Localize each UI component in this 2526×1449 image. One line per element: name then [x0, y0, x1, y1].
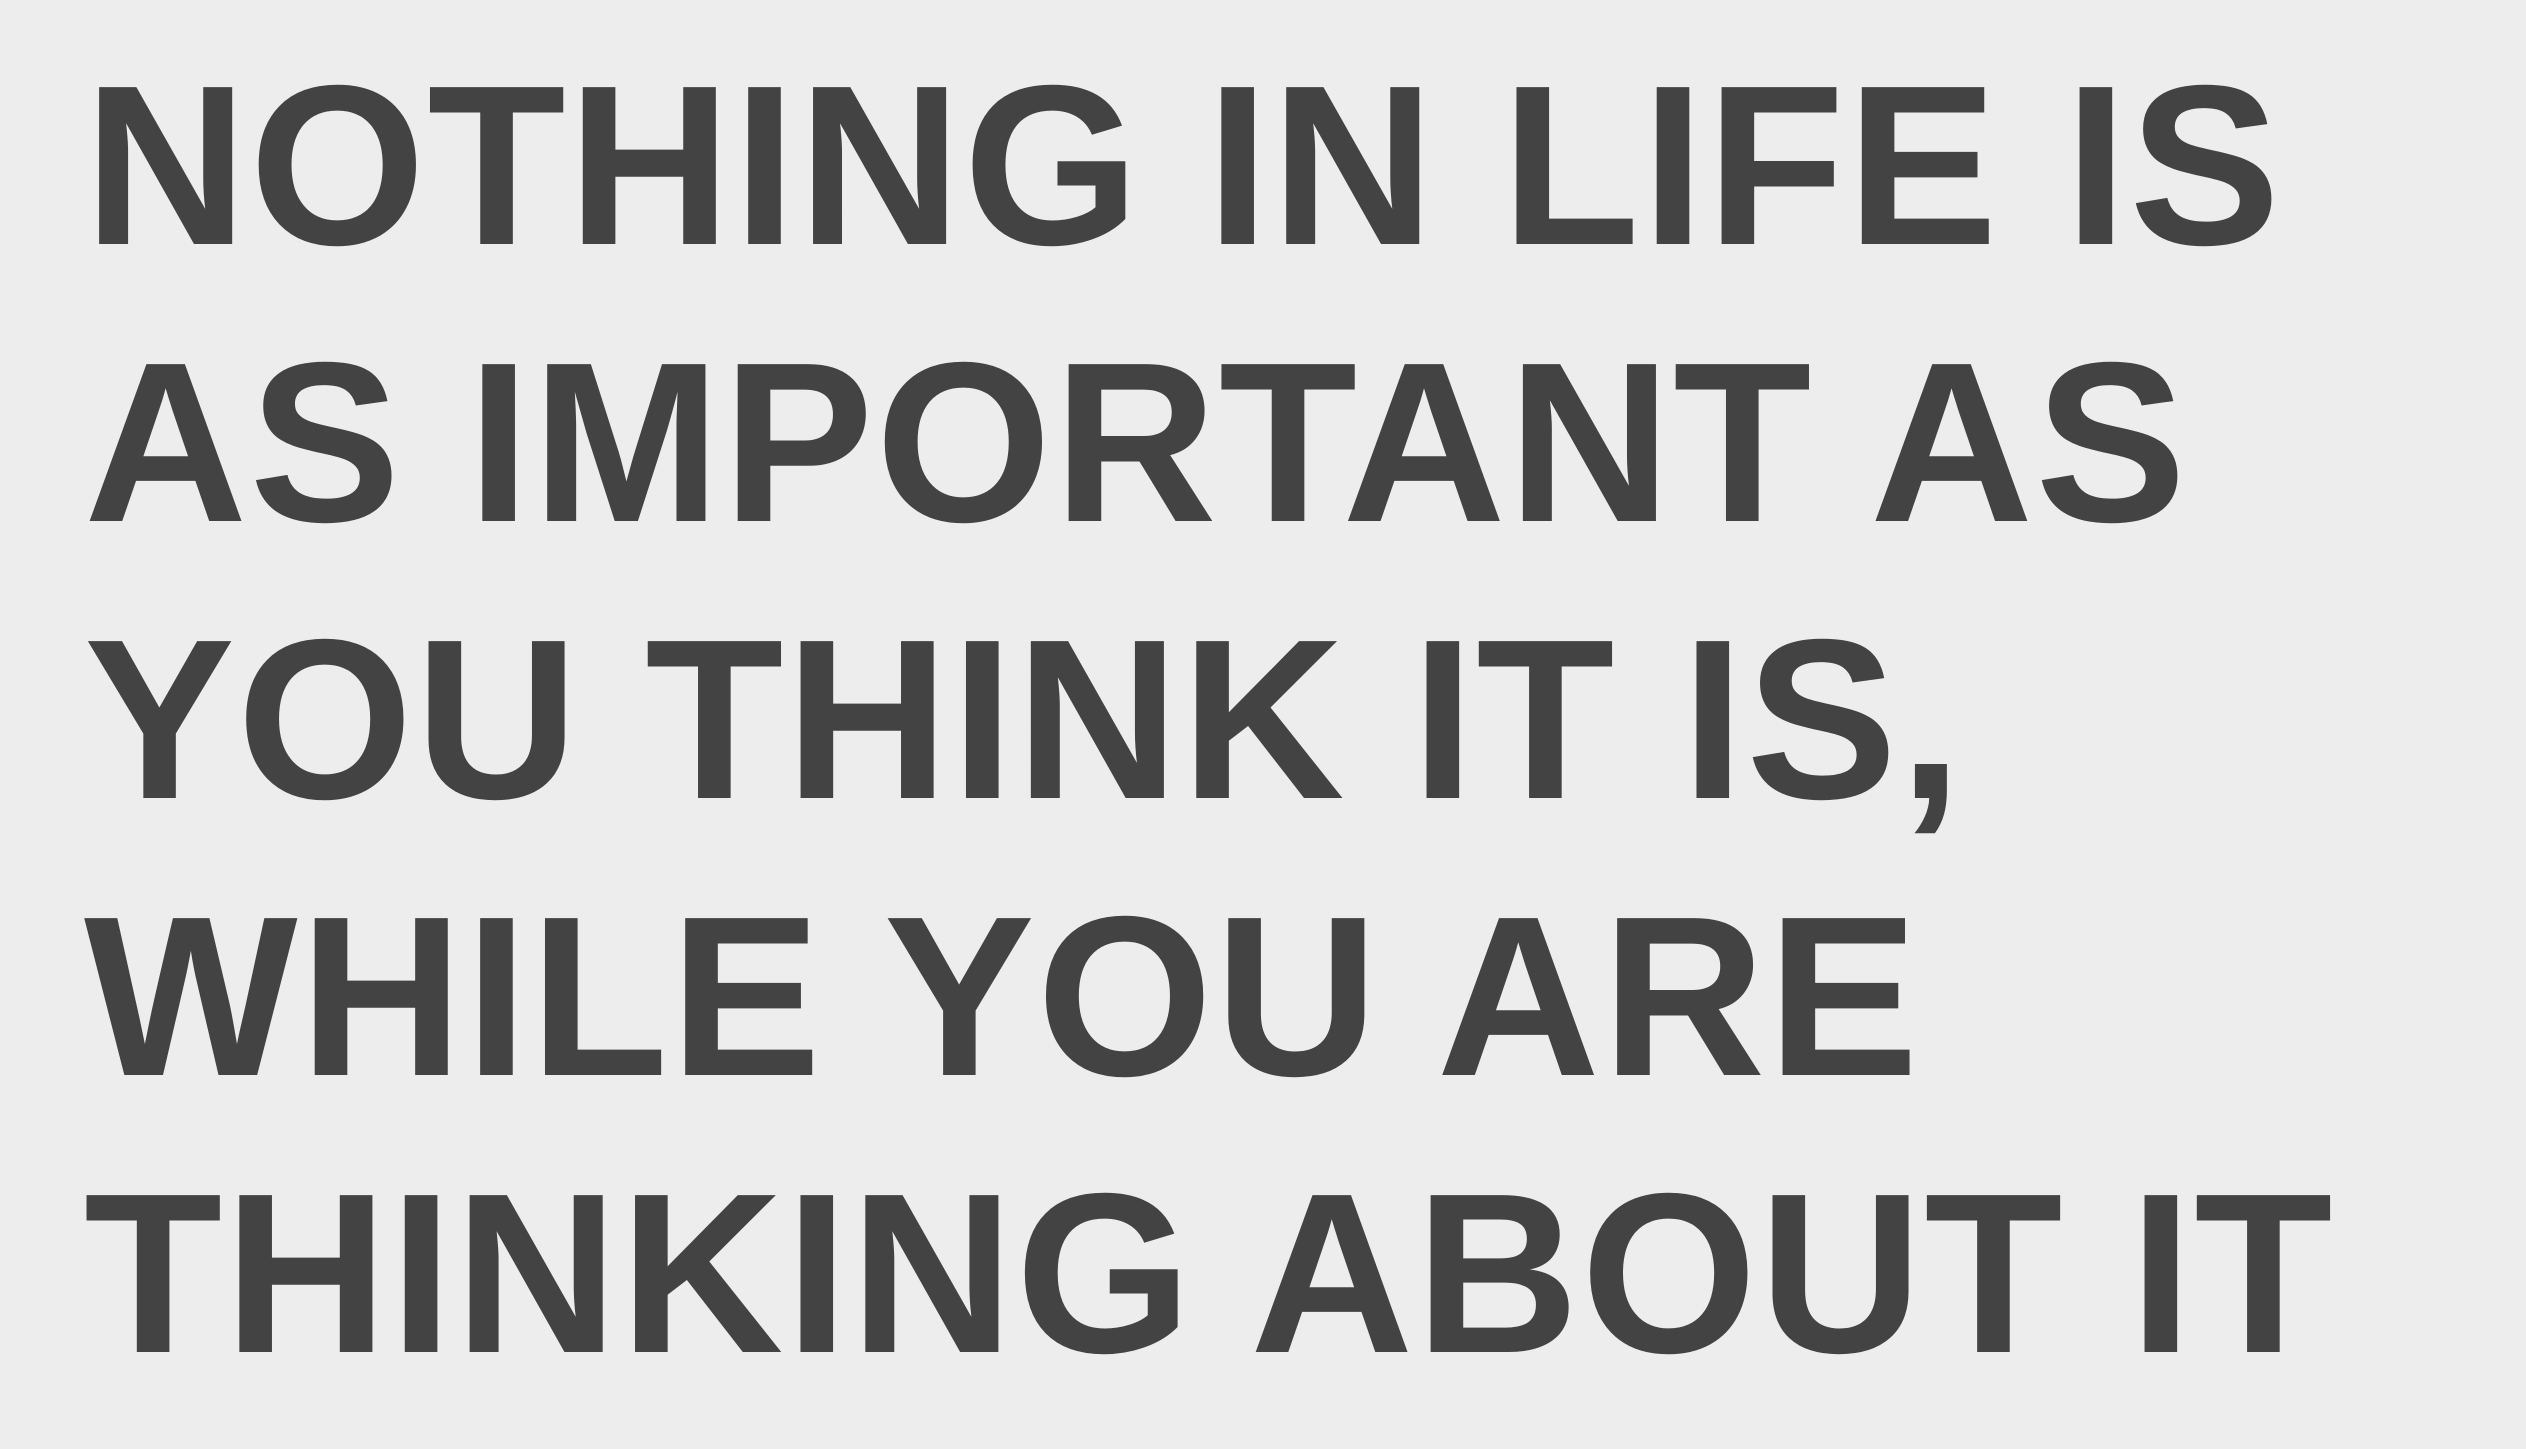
quote-line-3: YOU THINK IT IS, — [84, 593, 1964, 847]
quote-line-2: AS IMPORTANT AS — [84, 316, 2189, 570]
quote-line-5: THINKING ABOUT IT — [84, 1147, 2335, 1401]
quote-text-block — [84, 28, 2504, 1413]
quote-line-1: NOTHING IN LIFE IS — [84, 39, 2283, 293]
quote-line-4: WHILE YOU ARE — [84, 870, 1921, 1124]
